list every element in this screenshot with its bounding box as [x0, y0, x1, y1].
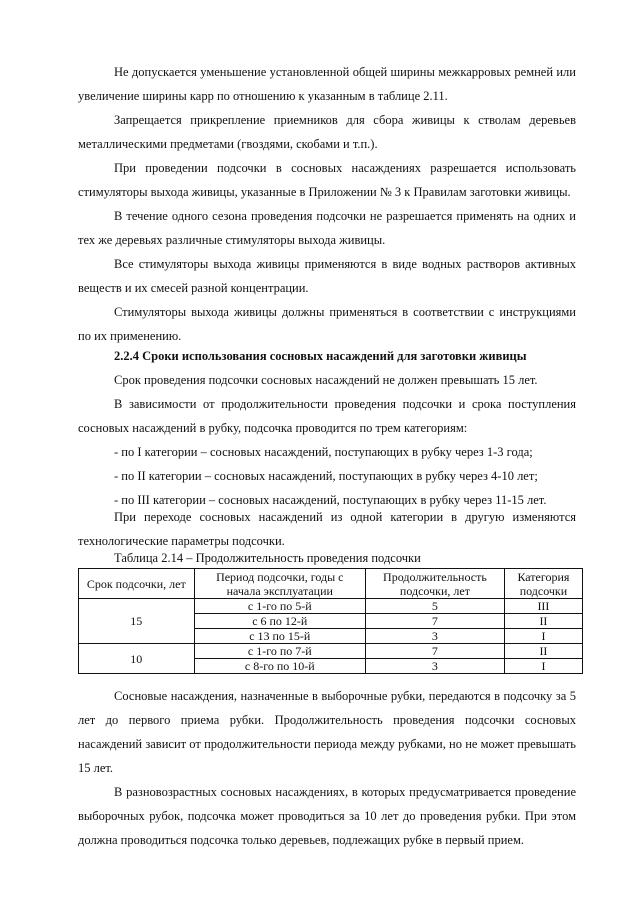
- paragraph-categories-intro: В зависимости от продолжительности проведения подсочки и срока поступления сосновых насаждений в рубку, подсочка проводится по трем категориям:: [78, 397, 576, 435]
- paragraph-solutions: Все стимуляторы выхода живицы применяются в виде водных растворов активных веществ и их смесей разной концентрации.: [78, 257, 576, 295]
- paragraph-selective-felling: Сосновые насаждения, назначенные в выборочные рубки, передаются в подсочку за 5 лет до первого приема рубки. Продолжительность проведения подсочки сосновых насаждений зависит от продолжительности периода между рубками, но не может превышать 15 лет.: [78, 689, 576, 775]
- paragraph-receivers: Запрещается прикрепление приемников для сбора живицы к стволам деревьев металлическими предметами (гвоздями, скобами и т.п.).: [78, 113, 576, 151]
- duration-table: [78, 568, 583, 674]
- header-period: Период подсочки, годы с начала эксплуатации: [194, 569, 365, 599]
- cell-period: с 1-го по 5-й: [194, 599, 365, 614]
- paragraph-stimulators-allowed: При проведении подсочки в сосновых насаждениях разрешается использовать стимуляторы выхода живицы, указанные в Приложении № 3 к Правилам заготовки живицы.: [78, 161, 576, 199]
- table-row: [79, 644, 583, 659]
- header-term: Срок подсочки, лет: [79, 569, 195, 599]
- table-row: [79, 599, 583, 614]
- cell-term: 10: [79, 644, 195, 674]
- cell-period: с 13 по 15-й: [194, 629, 365, 644]
- paragraph-carr-width: Не допускается уменьшение установленной общей ширины межкарровых ремней или увеличение ширины карр по отношению к указанным в таблице 2.11.: [78, 65, 576, 103]
- category-list-item: - по III категории – сосновых насаждений, поступающих в рубку через 11-15 лет.: [114, 493, 547, 507]
- cell-category: II: [504, 614, 582, 629]
- cell-period: с 1-го по 7-й: [194, 644, 365, 659]
- category-list-item: - по II категории – сосновых насаждений, поступающих в рубку через 4-10 лет;: [114, 469, 538, 483]
- cell-duration: 7: [365, 614, 504, 629]
- paragraph-uneven-aged: В разновозрастных сосновых насаждениях, в которых предусматривается проведение выборочных рубок, подсочка может проводиться за 10 лет до проведения рубки. При этом должна проводиться подсочка только деревьев, подлежащих рубке в первый прием.: [78, 785, 576, 847]
- paragraph-one-season: В течение одного сезона проведения подсочки не разрешается применять на одних и тех же деревьях различные стимуляторы выхода живицы.: [78, 209, 576, 247]
- paragraph-transition: При переходе сосновых насаждений из одной категории в другую изменяются технологические параметры подсочки.: [78, 510, 576, 548]
- table-caption: Таблица 2.14 – Продолжительность проведения подсочки: [114, 551, 421, 565]
- paragraph-instructions: Стимуляторы выхода живицы должны применяться в соответствии с инструкциями по их применению.: [78, 305, 576, 343]
- cell-duration: 3: [365, 629, 504, 644]
- cell-duration: 3: [365, 659, 504, 674]
- cell-category: I: [504, 659, 582, 674]
- cell-duration: 5: [365, 599, 504, 614]
- section-heading: 2.2.4 Сроки использования сосновых насаждений для заготовки живицы: [114, 349, 527, 363]
- cell-category: II: [504, 644, 582, 659]
- cell-category: III: [504, 599, 582, 614]
- cell-period: с 8-го по 10-й: [194, 659, 365, 674]
- header-category: Категория подсочки: [504, 569, 582, 599]
- paragraph-max-term: Срок проведения подсочки сосновых насаждений не должен превышать 15 лет.: [114, 373, 538, 387]
- header-duration: Продолжительность подсочки, лет: [365, 569, 504, 599]
- cell-term: 15: [79, 599, 195, 644]
- cell-duration: 7: [365, 644, 504, 659]
- cell-category: I: [504, 629, 582, 644]
- cell-period: с 6 по 12-й: [194, 614, 365, 629]
- table-header-row: [79, 569, 583, 599]
- category-list-item: - по I категории – сосновых насаждений, поступающих в рубку через 1-3 года;: [114, 445, 533, 459]
